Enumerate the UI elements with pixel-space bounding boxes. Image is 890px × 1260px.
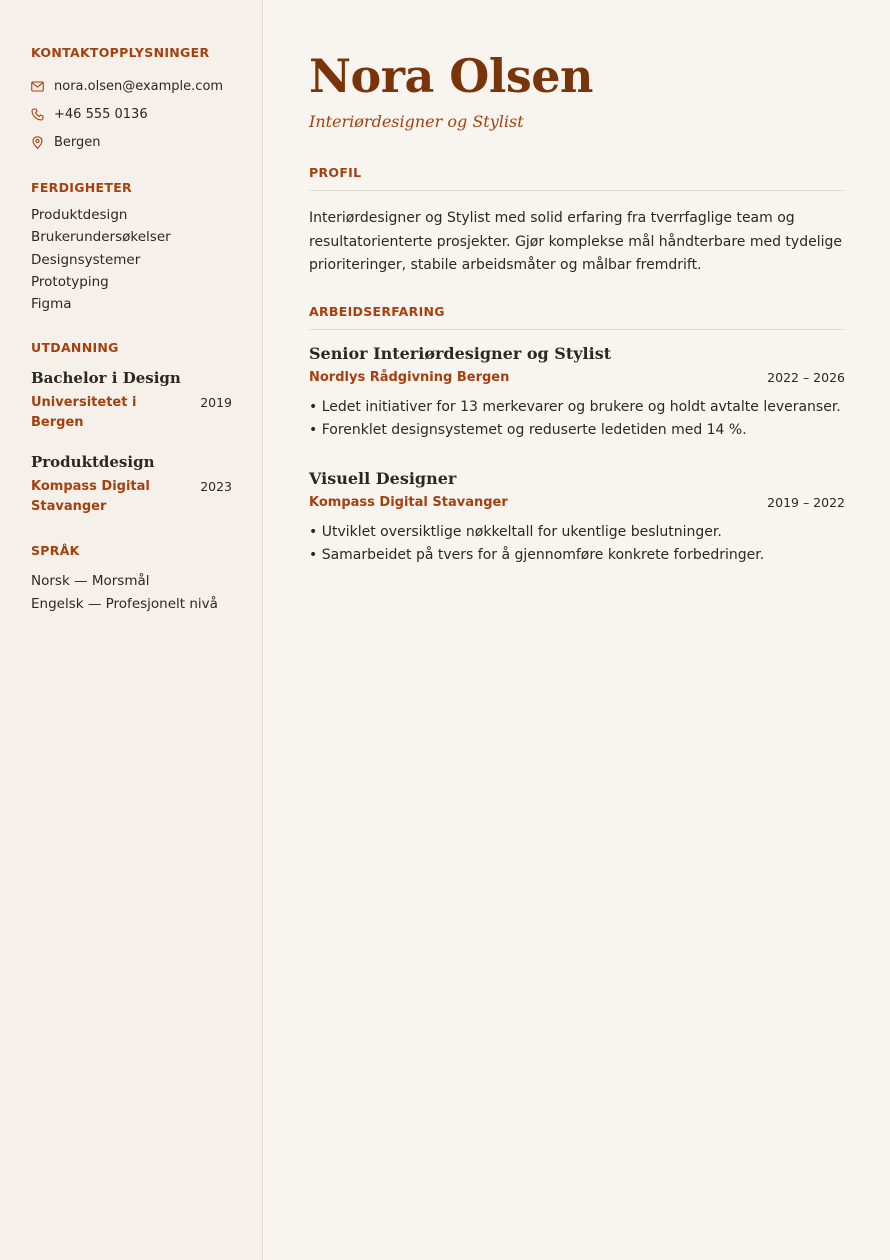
job-bullet: • Samarbeidet på tvers for å gjennomføre konkrete forbedringer. <box>309 547 765 563</box>
languages-heading: SPRÅK <box>31 543 80 559</box>
job-meta <box>309 495 845 510</box>
contact-email-text: nora.olsen@example.com <box>54 78 224 94</box>
education-school: Kompass Digital Stavanger <box>31 479 150 515</box>
job-entry <box>309 344 845 443</box>
language-item: Norsk — Morsmål <box>31 573 150 590</box>
phone-icon <box>31 108 44 121</box>
mail-icon <box>31 80 44 93</box>
contact-location <box>31 128 262 156</box>
language-item: Engelsk — Profesjonelt nivå <box>31 595 218 612</box>
job-company: Kompass Digital Stavanger <box>309 494 508 510</box>
skill-item: Designsystemer <box>31 251 141 268</box>
main-content <box>263 0 890 1260</box>
skill-item: Brukerundersøkelser <box>31 229 171 246</box>
skill-item: Figma <box>31 296 72 313</box>
job-bullet: • Utviklet oversiktlige nøkkeltall for ukentlige beslutninger. <box>309 523 722 540</box>
contact-phone <box>31 100 262 128</box>
experience-heading: ARBEIDSERFARING <box>309 304 845 330</box>
contact-phone-text: +46 555 0136 <box>54 106 148 122</box>
job-bullets <box>309 521 845 568</box>
contact-email <box>31 72 262 100</box>
skill-item: Produktdesign <box>31 207 128 223</box>
education-item <box>31 369 232 433</box>
job-meta <box>309 370 845 385</box>
job-bullet: • Forenklet designsystemet og reduserte ledetiden med 14 %. <box>309 422 747 438</box>
skills-list <box>31 204 262 315</box>
job-entry <box>309 469 845 568</box>
job-bullet: • Ledet initiativer for 13 merkevarer og brukere og holdt avtalte leveranser. <box>309 398 841 415</box>
education-meta <box>31 393 232 433</box>
person-name: Nora Olsen <box>309 49 593 103</box>
job-bullets <box>309 396 845 443</box>
job-title: Visuell Designer <box>309 468 457 488</box>
location-pin-icon <box>31 136 44 149</box>
education-meta <box>31 477 232 517</box>
sidebar <box>0 0 263 1260</box>
education-item <box>31 453 232 517</box>
contact-location-text: Bergen <box>54 134 101 150</box>
education-year: 2019 <box>200 395 232 411</box>
job-title: Senior Interiørdesigner og Stylist <box>309 343 612 363</box>
education-degree: Bachelor i Design <box>31 369 181 388</box>
skill-item: Prototyping <box>31 273 109 290</box>
profile-text: Interiørdesigner og Stylist med solid erfaring fra tverrfaglige team og resultatorienterte prosjekter. Gjør komplekse mål håndterbare med tydelige prioriteringer, stabile arbeidsmåter og målbar fremdrift. <box>309 210 842 273</box>
skills-heading: FERDIGHETER <box>31 180 132 195</box>
education-year: 2023 <box>200 479 232 495</box>
job-period: 2022 – 2026 <box>767 369 845 385</box>
person-title: Interiørdesigner og Stylist <box>309 112 524 131</box>
profile-heading: PROFIL <box>309 165 845 191</box>
job-company: Nordlys Rådgivning Bergen <box>309 369 510 385</box>
education-school: Universitetet i Bergen <box>31 395 137 431</box>
contact-list <box>31 72 262 156</box>
contact-heading: KONTAKTOPPLYSNINGER <box>31 45 210 60</box>
education-degree: Produktdesign <box>31 453 155 472</box>
education-heading: UTDANNING <box>31 340 119 356</box>
job-period: 2019 – 2022 <box>767 494 845 510</box>
languages-list <box>31 570 262 615</box>
